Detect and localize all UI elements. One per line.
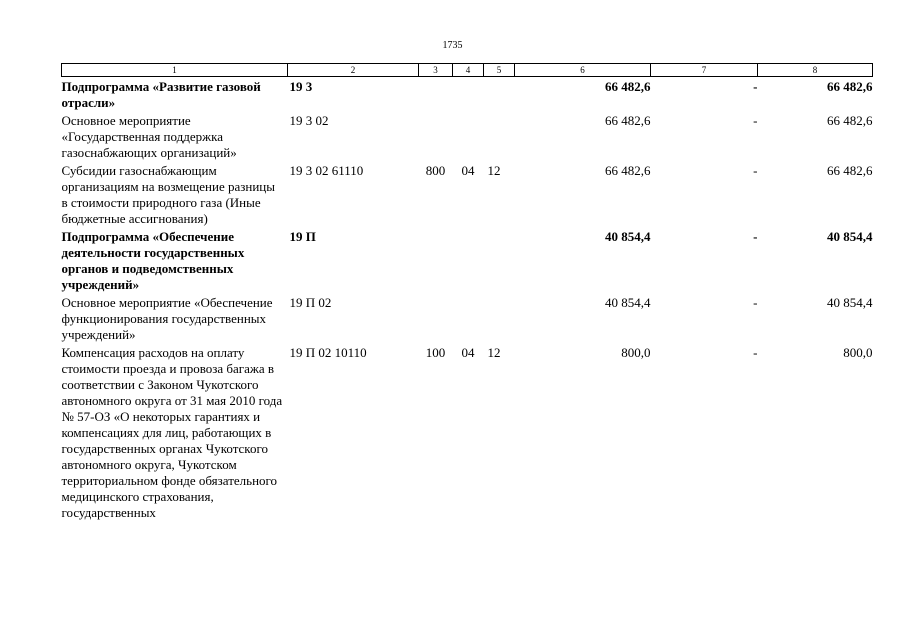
row-c4: 04 — [461, 163, 475, 178]
row-amount-7: - — [753, 295, 758, 310]
row-c3: 100 — [425, 345, 446, 360]
row-c4 — [453, 111, 484, 161]
row-code: 19 П — [289, 229, 316, 244]
row-name: Основное мероприятие «Государственная поддержка газоснабжающих организаций» — [61, 113, 237, 160]
row-c4: 04 — [461, 345, 475, 360]
table-row — [62, 227, 873, 293]
row-c5 — [484, 111, 515, 161]
row-amount-7: - — [753, 163, 758, 178]
row-name: Подпрограмма «Развитие газовой отрасли» — [61, 79, 261, 110]
col-header-4: 4 — [453, 64, 484, 77]
col-header-5: 5 — [484, 64, 515, 77]
header-row — [62, 64, 873, 77]
row-c5: 12 — [487, 345, 501, 360]
row-c3 — [419, 111, 453, 161]
row-amount-8: 66 482,6 — [827, 79, 873, 94]
row-amount-6: 66 482,6 — [605, 163, 651, 178]
row-c3 — [419, 77, 453, 112]
row-c3 — [419, 227, 453, 293]
row-amount-6: 40 854,4 — [605, 229, 651, 244]
row-c3: 800 — [425, 163, 446, 178]
row-c4 — [453, 293, 484, 343]
row-amount-8: 40 854,4 — [827, 229, 873, 244]
row-amount-7: - — [753, 113, 758, 128]
row-name: Субсидии газоснабжающим организациям на возмещение разницы в стоимости природного газа (Иные бюджетные ассигнования) — [61, 163, 275, 226]
row-amount-7: - — [753, 79, 758, 94]
row-amount-6: 800,0 — [621, 345, 651, 360]
row-code: 19 3 02 61110 — [289, 163, 364, 178]
table-row — [62, 293, 873, 343]
row-name: Компенсация расходов на оплату стоимости проезда и провоза багажа в соответствии с Законом Чукотского автономного округа от 31 мая 2010 года № 57-ОЗ «О некоторых гарантиях и компенсациях для лиц, работающих в государственных органах Чукотского автономного округа, Чукотском территориальном фонде обязательного медицинского страхования, государственных — [61, 345, 283, 520]
table-row — [62, 77, 873, 112]
col-header-3: 3 — [419, 64, 453, 77]
row-c4 — [453, 227, 484, 293]
row-amount-6: 66 482,6 — [605, 79, 651, 94]
row-c5 — [484, 77, 515, 112]
col-header-2: 2 — [288, 64, 419, 77]
row-c5 — [484, 293, 515, 343]
row-amount-8: 66 482,6 — [827, 163, 873, 178]
budget-table — [61, 63, 873, 521]
row-code: 19 П 02 10110 — [289, 345, 367, 360]
row-c4 — [453, 77, 484, 112]
col-header-6: 6 — [515, 64, 651, 77]
col-header-7: 7 — [651, 64, 758, 77]
table-row — [62, 161, 873, 227]
table-row — [62, 111, 873, 161]
row-amount-8: 40 854,4 — [827, 295, 873, 310]
row-amount-8: 66 482,6 — [827, 113, 873, 128]
row-code: 19 П 02 — [289, 295, 332, 310]
row-c5: 12 — [487, 163, 501, 178]
table-row — [62, 343, 873, 521]
row-amount-7: - — [753, 345, 758, 360]
row-c5 — [484, 227, 515, 293]
col-header-8: 8 — [758, 64, 873, 77]
row-c3 — [419, 293, 453, 343]
row-amount-6: 66 482,6 — [605, 113, 651, 128]
row-code: 19 3 — [289, 79, 313, 94]
row-code: 19 3 02 — [289, 113, 329, 128]
row-name: Подпрограмма «Обеспечение деятельности государственных органов и подведомственных учреждений» — [61, 229, 245, 292]
row-name: Основное мероприятие «Обеспечение функционирования государственных учреждений» — [61, 295, 273, 342]
col-header-1: 1 — [62, 64, 288, 77]
page-number: 1735 — [442, 40, 463, 51]
row-amount-8: 800,0 — [843, 345, 873, 360]
row-amount-7: - — [753, 229, 758, 244]
row-amount-6: 40 854,4 — [605, 295, 651, 310]
